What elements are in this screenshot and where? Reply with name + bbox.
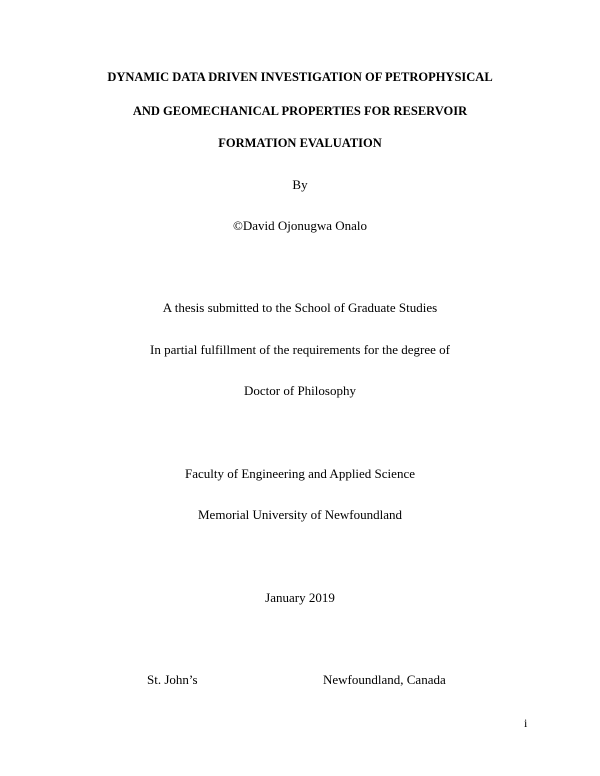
by-label: By xyxy=(292,177,308,192)
location-region: Newfoundland, Canada xyxy=(323,672,446,687)
submission-date: January 2019 xyxy=(265,590,335,605)
thesis-title-line-1: DYNAMIC DATA DRIVEN INVESTIGATION OF PETROPHYSICAL xyxy=(107,70,493,84)
submission-statement: A thesis submitted to the School of Graduate Studies xyxy=(162,300,438,315)
author-name: ©David Ojonugwa Onalo xyxy=(232,218,368,233)
page-number: i xyxy=(524,716,528,730)
thesis-title-line-3: FORMATION EVALUATION xyxy=(218,136,382,150)
university-name: Memorial University of Newfoundland xyxy=(198,507,402,522)
degree-requirement: In partial fulfillment of the requirements for the degree of xyxy=(150,342,450,357)
degree-name: Doctor of Philosophy xyxy=(244,383,356,398)
faculty-name: Faculty of Engineering and Applied Science xyxy=(185,466,415,481)
location-city: St. John’s xyxy=(147,672,198,687)
thesis-title-line-2: AND GEOMECHANICAL PROPERTIES FOR RESERVOIR xyxy=(132,104,468,118)
